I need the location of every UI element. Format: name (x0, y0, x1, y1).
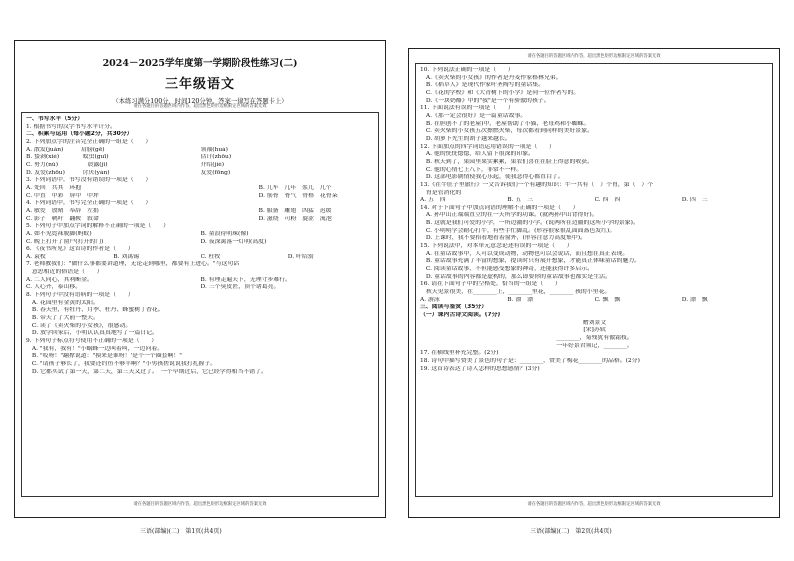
question-line: 一年好景君须记，________。 (556, 342, 633, 349)
question-line: A. 花园里有金黄的太阳。 (26, 299, 99, 306)
option-text: A. 二人同心，其利断金。 (26, 276, 93, 283)
exam-note: （本练习满分100分，时间120分钟。答案一律写在答题卡上） (112, 98, 288, 105)
option-text: B. 刘禹锡 (113, 253, 139, 260)
question-line: 秋天见景很美，在________上，________里花，________ 孩的小里花。 (420, 289, 611, 296)
question-line: C. 小明明学会耐心打牛，有些手忙脚乱。(形容很家很乱面面盔色发红)。 (420, 227, 616, 234)
question-line: 赠刘景文 (582, 319, 607, 326)
option-text: B. 服备 雕翅 凶猛 迟缓 (258, 207, 332, 214)
option-text: 介绍(jiè) (200, 161, 225, 168)
question-line: ________，菊残犹有傲霜枝。 (556, 334, 633, 341)
question-line: 9. 下列句子标点符号使用不正确的一项是（ ） (26, 338, 158, 345)
option-text: C. 人心齐，泰山移。 (26, 284, 82, 291)
option-row (26, 239, 375, 247)
option-text: D. 四 三 (681, 197, 708, 204)
option-row (26, 147, 375, 155)
option-text: D. 漂 飘 (681, 296, 708, 303)
question-line: 胃是管消化的 (420, 189, 462, 196)
option-text: B. 五 三 (507, 197, 533, 204)
option-text: D. 滋绕 可粉 旋涩 流泡 (258, 215, 332, 222)
option-text: A. 如不见霓袜脱脚(蚂蚁) (26, 230, 92, 237)
question-line: 10. 下列说法正确的一项是（ ） (420, 67, 514, 73)
question-line: 14. 对于下面句子中加点词语的理解不正确的一项是（ ） (420, 204, 579, 211)
question-line: D. 童话故事的内容都是虚构的，那么即要你的童话故事也都实是生活。 (420, 273, 611, 280)
exam-title: 2024－2025学年度第一学期阶段性练习(二) (102, 58, 298, 69)
option-row (26, 284, 375, 292)
option-text: A. 散发(juǎn) 肩膀(gē) (26, 146, 105, 153)
option-row (26, 162, 375, 170)
option-text (142, 185, 258, 193)
option-text: D. 筋骨 骨气 骨格 花骨朵 (258, 192, 338, 199)
option-row (26, 154, 375, 162)
question-line: 3. 下列词语中，书写没有错误的一项是（ ） (26, 177, 152, 184)
option-text: A. 五 四 (420, 197, 446, 204)
option-row (26, 170, 375, 178)
question-line: C. "请孩子够长了，我要还钓鱼不够半啊？"小男孩搓说说我打扎握子。 (26, 361, 217, 367)
page-footer-left: 三语(部编)(二) 第1页(共4页) (140, 528, 222, 535)
question-line: C. 阅读童话故事，不但能感受想象的神奇，还能获得许多启示。 (420, 266, 593, 273)
page-footer-right: 三语(部编)(二) 第2页(共4页) (530, 528, 612, 535)
question-line: C. 他的心情七上八下，非常不一样。 (420, 166, 523, 173)
option-text: B. 漂 漂 (507, 296, 533, 303)
section-heading: （一）课内古诗文阅读。(7分) (420, 312, 501, 318)
option-text: B. 儿车 几年 浆儿 几个 (258, 184, 332, 191)
answer-area-notice-bottom: 请在各题目的答题区域内作答，超出黑色矩形边框限定区域的答案无效 (133, 502, 267, 507)
question-line: D. 这部电影剧情使我心乐起，使我悲得心都直白了。 (420, 174, 564, 181)
question-line: A. 在童话故事中，人可以变成动物，动物也可以会说话，而且想在真正表现。 (420, 250, 629, 257)
option-text: A. 敏爱 放晴 奉辞 左捐 (26, 207, 99, 214)
question-line: A.《那一定会很好》是一篇童话故事。 (420, 112, 527, 119)
question-line: D. 胡萝卜先生的胡子越来越长。 (420, 135, 511, 142)
option-text: D. 友爱(zhōu) 讨厌(yàn) (26, 169, 110, 176)
option-row (26, 216, 375, 224)
answer-area-notice: 请在各题目的答题区域内作答，超出黑色矩形边框限定区域的答案无效 (133, 104, 267, 109)
question-line: C. 读了《卖火柴的小女孩》，很感动。 (26, 322, 132, 329)
option-text: B. 童浪待明珠(像) (200, 230, 249, 237)
option-row (26, 277, 375, 285)
question-line: A. "我有，我有！"小蜗蜂一边叫着叫，一边问着。 (26, 345, 164, 352)
question-line: 意思相近的俗语是（ ） (26, 269, 103, 276)
option-text: 领袖(huà) (200, 146, 228, 153)
answer-area-box (415, 63, 773, 497)
question-line: 5. 下列句子中加点字词的解释不正确的一项是（ ） (26, 223, 169, 230)
option-text: D. 夜深篱落一灯明(高度) (200, 238, 267, 245)
option-text: C. 中直 中彩 屏中 中坪 (26, 192, 99, 199)
option-text: C. 晚上打开了窗户(打开的门) (26, 238, 104, 245)
option-text: C. 飘 飘 (594, 296, 621, 303)
question-line: 8. 下列句子中没有语病的一项是（ ） (26, 292, 134, 299)
question-list (26, 116, 375, 376)
question-line: 13.《在牛肚子里旅行》一文告诉我们一个有趣的知识：牛一共有（ ）个胃，第（ ）个 (420, 181, 654, 188)
question-line: 12. 下面加点的四字词语运用错误的一项是（ ） (420, 143, 555, 150)
option-text: D. 三个臭皮匠，顶个诸葛亮。 (200, 284, 280, 291)
question-line: 17. 在横线里补充完整。(2分) (420, 350, 499, 357)
option-text (142, 216, 258, 224)
option-text: D. 叶绍翁 (287, 253, 314, 260)
question-line: 2. 下列加点字的注音完全正确的一组是（ ） (26, 138, 152, 145)
question-line: C. 卖火柴的小女孩五次擦燃火柴，每次都看到同样的美好景象。 (420, 128, 593, 135)
question-line: 7. 老师教我们："做什么事都要讲道理，无论走到哪里，都要有上进心。"与这句话 (26, 261, 240, 268)
option-text: C. 努力(nǔ) 晨露(jǐ) (26, 161, 108, 168)
question-line: C.《花的学校》和《大青树下的小学》是同一位作者写的。 (420, 89, 580, 96)
question-line: D.《一块奶酪》中的"我"是一个有骄傲的孩子。 (420, 97, 550, 104)
option-row (26, 231, 375, 239)
question-line: B. 秋天到了，果园里果实累累，果农们喜在在脸上得意的收获。 (420, 158, 594, 165)
question-line: A.《卖火柴的小女孩》的作者是丹麦作家格林兄弟。 (420, 74, 562, 81)
option-text: C. 影子 鹌叶 翻鞍 叙命 (26, 215, 99, 222)
option-row (26, 185, 375, 193)
option-row (420, 197, 769, 205)
option-row (420, 297, 769, 305)
option-text: C. 四 四 (594, 197, 621, 204)
option-text: A. 袁枚 (26, 253, 46, 260)
option-text: 友爱(fōng) (200, 169, 231, 176)
answer-area-box (21, 112, 379, 497)
question-line: [宋]苏轼 (583, 327, 606, 334)
section-heading: 三、阅读与鉴赏（35分） (420, 304, 488, 311)
question-line: 16. 请在下面句子中的空格处，恰当的一组是（ ） (420, 281, 561, 288)
option-text: C. 杜牧 (200, 253, 221, 260)
section-heading: 二、积累与运用（每小题2分，共30分） (26, 131, 133, 138)
left-page (14, 40, 386, 518)
option-row (26, 208, 375, 216)
question-line: 19. 这首诗表达了诗人怎样的思想感情？(3分) (420, 365, 540, 372)
question-line: B. 童话故事充满了丰富的想象，提读时只有展开想象，才能真正体味童话的魅力。 (420, 258, 641, 265)
answer-area-notice: 请在各题目的答题区域内作答，超出黑色矩形边框限定区域的答案无效 (527, 54, 661, 59)
option-text: B. 蛰剥(xié) 蚊虫(guī) (26, 154, 109, 161)
question-line: D. 放学回家后，小明认认真真地写了一篇日记。 (26, 330, 158, 337)
option-text: A. 处回 共其 环抱 (26, 184, 82, 191)
question-line: 18. 诗句中描写赞美了景色的句子是：________，赞美了梅花________的品格。(2分) (420, 357, 640, 364)
question-line: B. "哎呀！"翻撑说道："摸来是谁呀！'是个一个圈套啊！" (26, 353, 183, 360)
option-row (26, 193, 375, 201)
question-line: D. 它都买试了第一天，第二天，第三天又过了。 一个早期过后，它已经学得相当不错了。 (26, 368, 267, 375)
question-line: 11. 下面说法有误的一项是（ ） (420, 105, 514, 112)
question-line: A. 孙中山正端端直立的在一天所学的功课。(就两孙中山背得好)。 (420, 212, 598, 219)
question-list (420, 67, 769, 373)
exam-subject: 三年级语文 (164, 77, 235, 92)
option-row (26, 254, 375, 262)
question-line: A. 他的恍恍惚惚，给人留下很深的印象。 (420, 151, 535, 158)
question-line: B. 带天了了大前一整天。 (26, 315, 99, 322)
option-text (142, 193, 258, 201)
question-line: 6. 《夜书所见》这首诗的作者是（ ） (26, 246, 134, 253)
option-text (142, 208, 258, 216)
section-heading: 一、书写水平（5分） (26, 116, 84, 122)
answer-area-notice-bottom: 请在各题目的答题区域内作答，超出黑色矩形边框限定区域的答案无效 (527, 502, 661, 507)
right-page (408, 48, 780, 518)
question-line: B. 这就是我们可爱的小学，一所边疆的小学。(说两所在边疆的这所小学的景象)。 (420, 220, 639, 227)
question-line: B.《稻草人》是现代作家叶圣陶写的童话集。 (420, 82, 545, 89)
question-line: D. 上课时，我不要抬看地看着窗外，(形容注意力高度集中)。 (420, 235, 587, 242)
option-text: 估计(zhōu) (200, 154, 232, 161)
option-text: B. 有理走遍天下，无理寸步难行。 (200, 276, 292, 283)
question-line: 4. 下列词语中，书写完全正确的一项是（ ） (26, 200, 152, 207)
question-line: 1. 根据书写的汉字书写水平计分。 (26, 123, 116, 130)
question-line: 15. 下列说法中，对本单元意念论述有误的一项是（ ） (420, 243, 573, 250)
question-line: B. 春天里，有牡丹、月季、杜丹、蜂蜜树丁香花。 (26, 307, 164, 314)
option-text: A. 游泳 (420, 296, 440, 303)
question-line: B. 在胆创不了的老屋)中，老屋帮助了小猫、老母鸡和小蜘蛛。 (420, 120, 590, 127)
